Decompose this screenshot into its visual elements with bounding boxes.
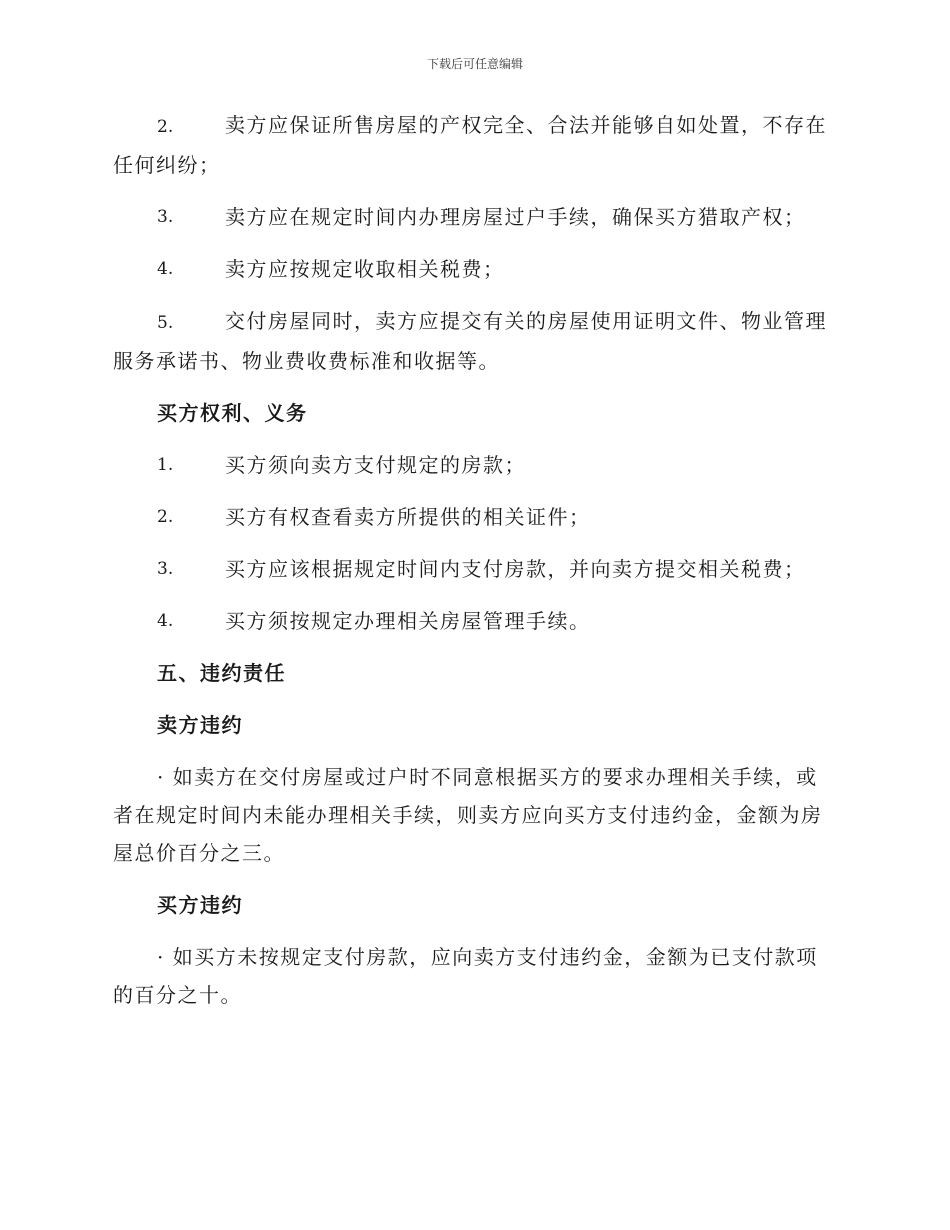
list-item	[113, 198, 835, 236]
item-number: 4.	[157, 259, 174, 279]
list-item	[113, 498, 835, 536]
item-number: 2.	[157, 507, 174, 527]
item-number: 3.	[157, 559, 174, 579]
item-number: 5.	[157, 313, 174, 333]
list-item	[113, 302, 835, 380]
item-text: 买方须向卖方支付规定的房款；	[225, 453, 526, 477]
list-item	[113, 602, 835, 640]
item-text: 卖方应按规定收取相关税费；	[225, 257, 505, 281]
item-text: 买方须按规定办理相关房屋管理手续。	[225, 609, 591, 633]
item-text: 买方有权查看卖方所提供的相关证件；	[225, 505, 591, 529]
buyer-rights-heading: 买方权利、义务	[157, 401, 308, 425]
item-text: 交付房屋同时，卖方应提交有关的房屋使用证明文件、物业管理服务承诺书、物业费收费标准和收据等。	[113, 309, 827, 373]
item-text: 卖方应在规定时间内办理房屋过户手续，确保买方猎取产权；	[225, 205, 806, 229]
list-item	[113, 550, 835, 588]
header-note: 下载后可任意编辑	[426, 57, 523, 71]
list-item	[113, 106, 835, 184]
buyer-breach-text: · 如买方未按规定支付房款，应向卖方支付违约金，金额为已支付款项的百分之十。	[113, 945, 818, 1007]
list-item	[113, 250, 835, 288]
item-number: 2.	[157, 117, 174, 137]
document-body	[113, 106, 835, 1028]
buyer-breach-heading: 买方违约	[157, 893, 243, 917]
item-text: 买方应该根据规定时间内支付房款，并向卖方提交相关税费；	[225, 557, 806, 581]
list-item	[113, 446, 835, 484]
item-text: 卖方应保证所售房屋的产权完全、合法并能够自如处置，不存在任何纠纷；	[113, 113, 827, 177]
item-number: 4.	[157, 611, 174, 631]
breach-section-heading: 五、违约责任	[157, 661, 286, 685]
item-number: 1.	[157, 455, 174, 475]
seller-breach-heading: 卖方违约	[157, 713, 243, 737]
item-number: 3.	[157, 207, 174, 227]
seller-breach-text: · 如卖方在交付房屋或过户时不同意根据买方的要求办理相关手续，或者在规定时间内未能办理相关手续，则卖方应向买方支付违约金，金额为房屋总价百分之三。	[113, 765, 823, 865]
